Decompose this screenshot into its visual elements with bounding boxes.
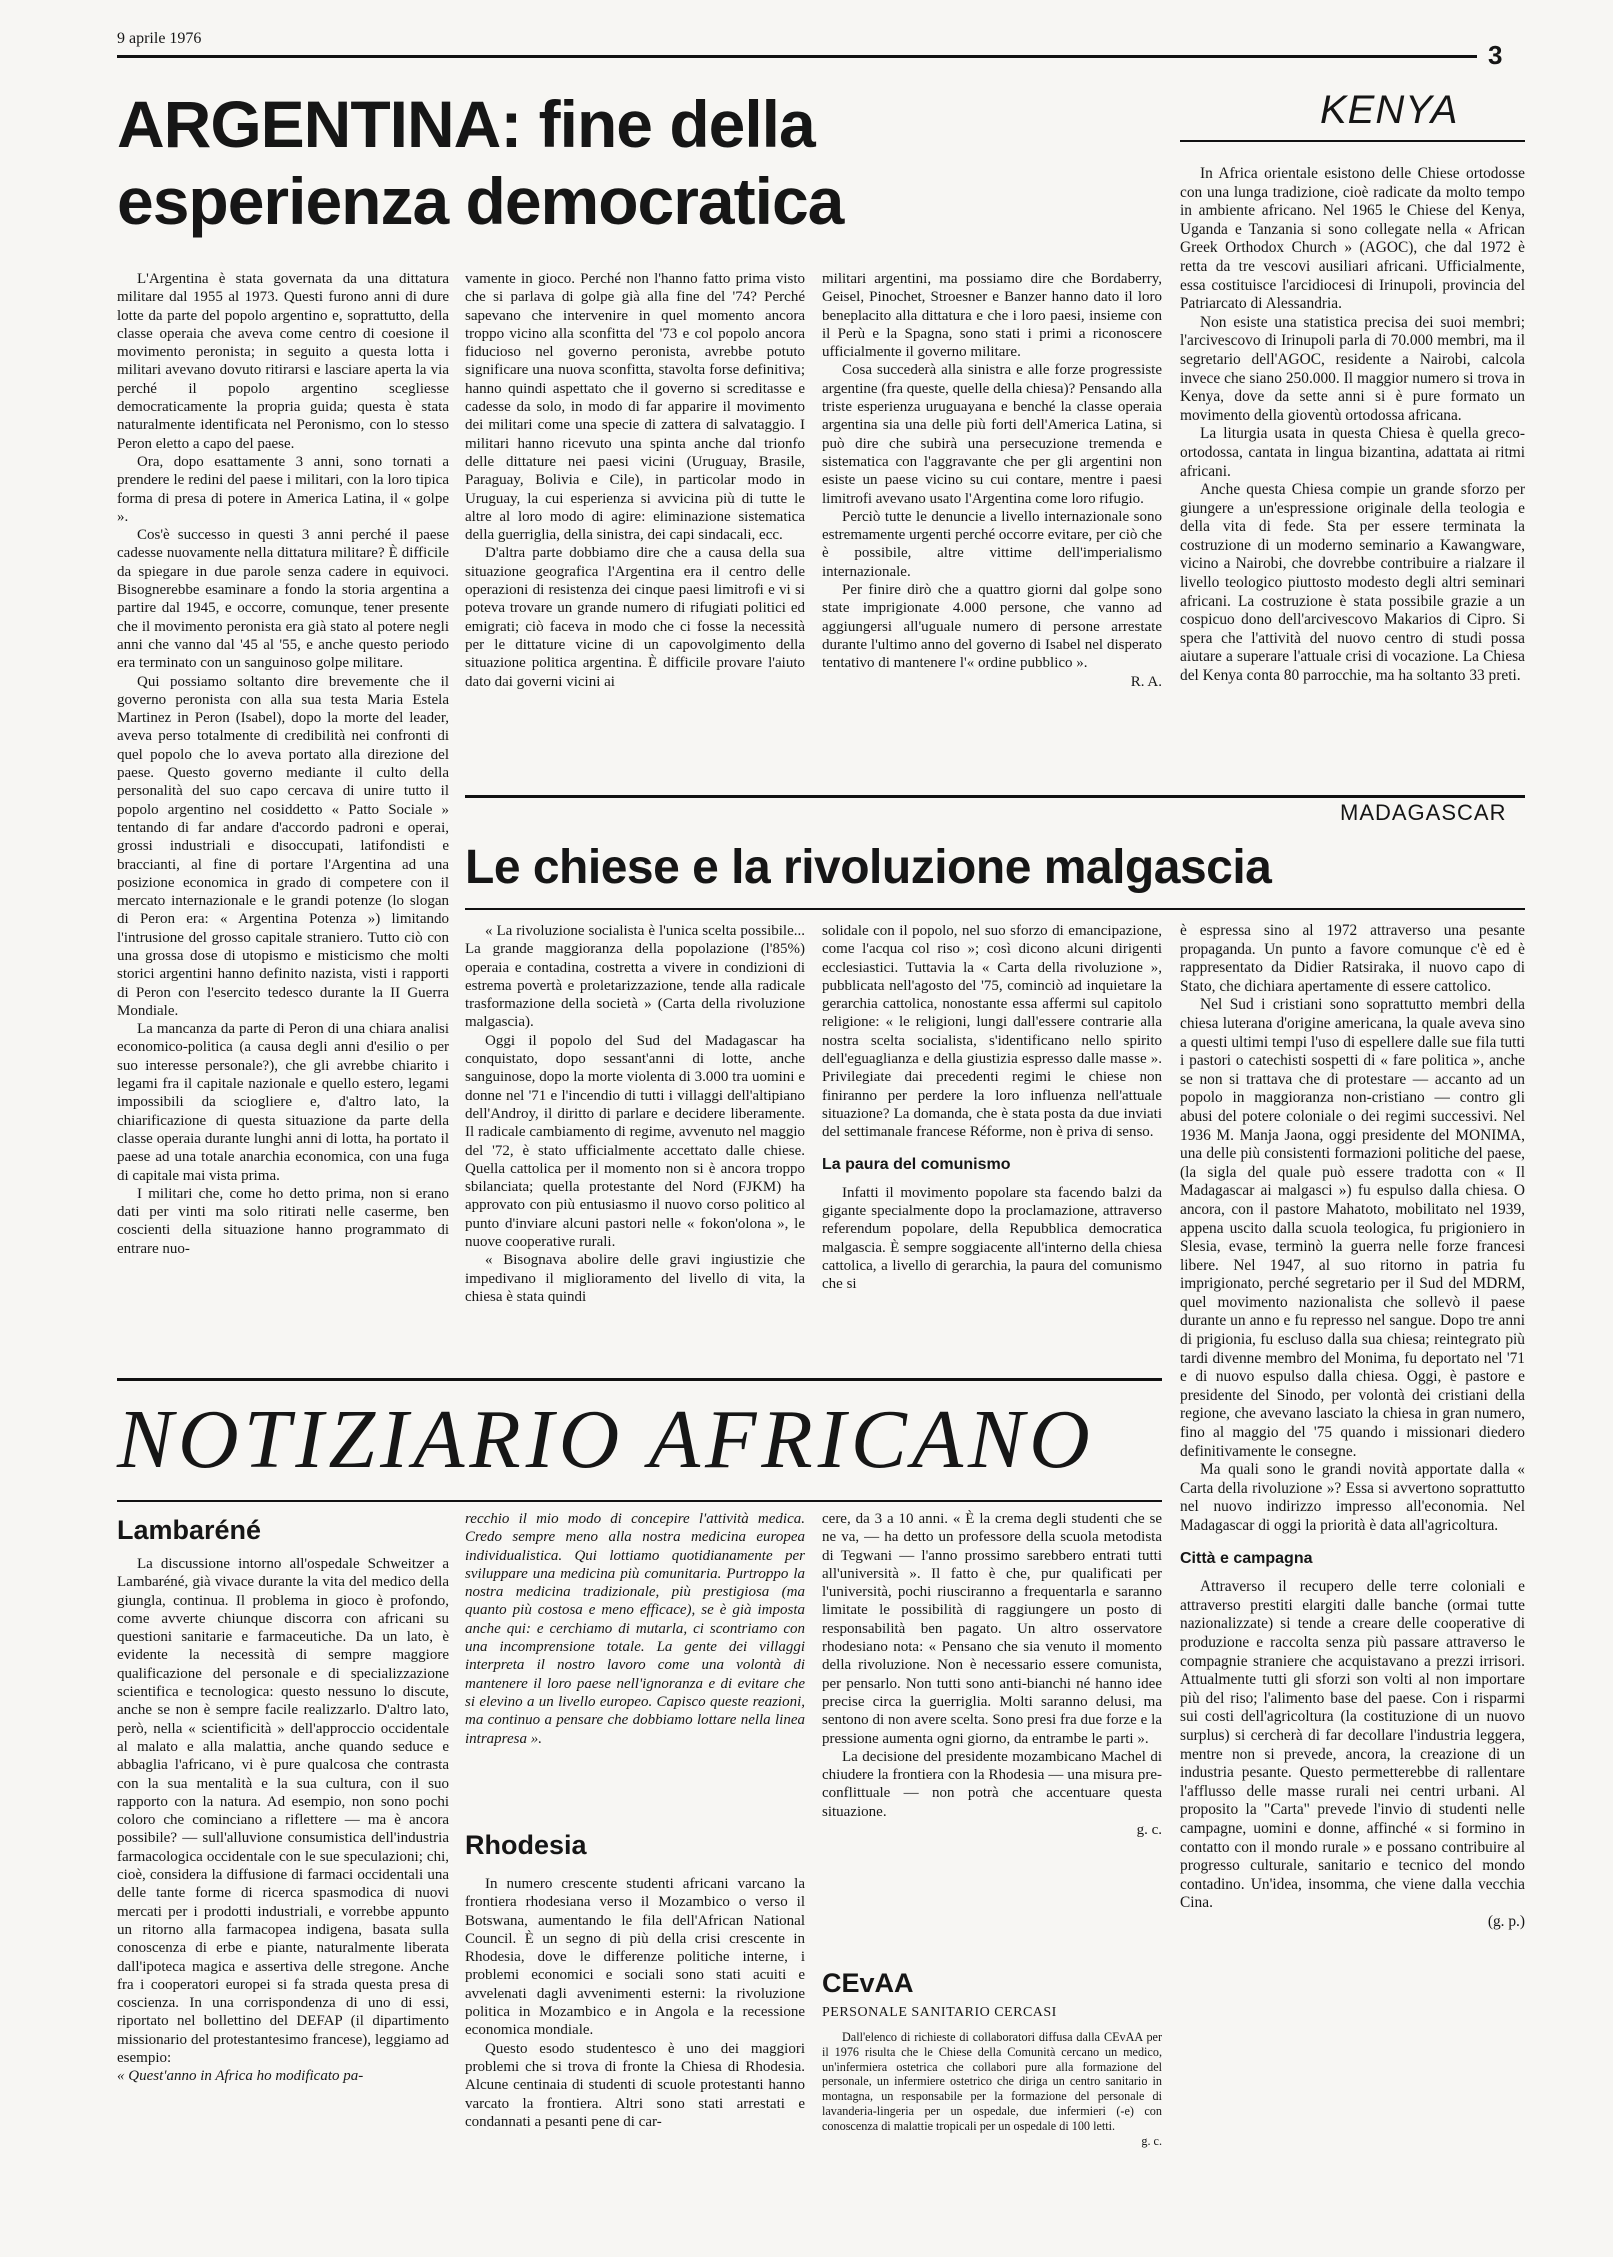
lambarene-column-1 [117, 1555, 449, 2225]
madagascar-paragraph: Ma quali sono le grandi novità apportate dalla « Carta della rivoluzione »? Essa si avvertono soprattutto nel nuovo indirizzo impresso all'economia. Nel Madagascar di oggi la priorità è data all'agricoltura. [1180, 1461, 1525, 1534]
argentina-paragraph: Qui possiamo soltanto dire brevemente che il governo peronista con alla sua testa Maria Estela Martinez in Peron (Isabel), dopo la morte del leader, aveva perso totalmente di credibilità nei confronti di quel popolo che lo aveva portato alla direzione del paese. Questo governo mediante il culto della personalità del suo capo cercava di unire tutto il popolo argentino nel cosiddetto « Patto Sociale » tentando di far andare d'accordo padroni e operai, grossi industriali e disoccupati, latifondisti e braccianti, al fine di portare l'Argentina ad una posizione economica in grado di competere con il mercato internazionale e le grandi potenze (lo slogan di Peron era: « Argentina Potenza ») limitando l'intrusione del grosso capitale straniero. Tutto ciò con una grossa dose di utopismo e misticismo che molti storici argentini hanno definito nazista, visti i rapporti di Peron con l'esercito tedesco durante la II Guerra Mondiale. [117, 673, 449, 1019]
cevaa-paragraph: Dall'elenco di richieste di collaboratori diffusa dalla CEvAA per il 1976 risulta che le Chiese della Comunità cercano un medico, un'infermiera ostetrica che collabori pure alla formazione del personale, un infermiere ostetrico che diriga un centro sanitario in montagna, un responsabile per la formazione del personale di lavanderia-lingeria per un ospedale, due infermieri (-e) con conoscenza di malattie tropicali per un ospedale di 100 letti. [822, 2030, 1162, 2133]
madagascar-headline-rule [465, 908, 1525, 910]
madagascar-paragraph: è espressa sino al 1972 attraverso una pesante propaganda. Un punto a favore comunque c'è ed è rappresentato da Didier Ratsiraka, il nuovo capo di Stato, che dichiara apertamente di essere cattolico. [1180, 922, 1525, 995]
argentina-paragraph: D'altra parte dobbiamo dire che a causa della sua situazione geografica l'Argentina era il centro delle operazioni di resistenza dei cinque paesi limitrofi e vi si poteva trovare un grande numero di rifugiati politici ed emigrati; ciò faceva in modo che ci fosse la necessità per le dittature vicine di un capovolgimento della situazione politica argentina. È difficile provare l'aiuto dato dai governi vicini ai [465, 545, 805, 690]
argentina-paragraph: Perciò tutte le denuncie a livello internazionale sono estremamente urgenti perché occorre evitare, per ciò che è possibile, altre vittime dell'imperialismo internazionale. [822, 508, 1162, 580]
kenya-label-rule [1180, 140, 1525, 142]
kenya-paragraph: La liturgia usata in questa Chiesa è quella greco-ortodossa, cantata in lingua bizantina, adattata ai ritmi africani. [1180, 425, 1525, 480]
rhodesia-title: Rhodesia [465, 1830, 587, 1860]
argentina-paragraph: Ora, dopo esattamente 3 anni, sono tornati a prendere le redini del paese i militari, con la loro tipica forma di presa di potere in America Latina, il « golpe ». [117, 453, 449, 525]
notiziario-bottom-rule [117, 1500, 1162, 1502]
lambarene-title: Lambaréné [117, 1515, 262, 1545]
madagascar-paragraph: Oggi il popolo del Sud del Madagascar ha conquistato, dopo sessant'anni di lotte, anche sanguinose, dopo la morte violenta di 3.000 tra uomini e donne nel '71 e l'incendio di tutti i villaggi dell'altipiano dell'Androy, il diritto di parlare e decidere liberamente. Il radicale cambiamento di regime, avvenuto nel maggio del '72, è stato ufficialmente accettato dalle chiese. Quella cattolica per il momento non si è ancora troppo sbilanciata; quella protestante del Nord (FJKM) ha approvato con più entusiasmo il nuovo corso politico al punto d'inviare alcuni pastori nelle « fokon'olona », le nuove cooperative rurali. [465, 1032, 805, 1251]
cevaa-subtitle: PERSONALE SANITARIO CERCASI [822, 2005, 1057, 2020]
argentina-column-2 [465, 270, 805, 790]
argentina-paragraph: Cosa succederà alla sinistra e alle forze progressiste argentine (fra queste, quelle della chiesa)? Pensando alla triste esperienza uruguayana e benché la classe operaia argentina sia una delle più forti dell'America Latina, si può dire che subirà una persecuzione tremenda e sistematica con l'aggravante che per gli argentini non esiste un paese vicino su cui contare, mentre i paesi limitrofi avevano usato l'Argentina come loro rifugio. [822, 362, 1162, 507]
madagascar-paragraph: solidale con il popolo, nel suo sforzo di emancipazione, come l'acqua col riso »; così dicono alcuni dirigenti ecclesiastici. Tuttavia la « Carta della rivoluzione », pubblicata nell'agosto del '75, cominciò ad inquietare la gerarchia cattolica, nonostante essa affermi sul capitolo religione: « le religioni, lungi dall'essere contrarie alla nostra scelta socialista, s'identificano nello spirito dell'eguaglianza e della giustizia espresso dalle masse ». Privilegiate dai precedenti regimi le chiese non finiranno per perdere la loro influenza nell'attuale situazione? La domanda, che è stata posta da due inviati del settimanale francese Réforme, non è priva di senso. [822, 923, 1162, 1141]
lambarene-paragraph: La discussione intorno all'ospedale Schweitzer a Lambaréné, già vivace durante la vita del medico della giungla, continua. Il problema in gioco è profondo, come avverte chiunque discorra con africani su questioni sanitarie e farmaceutiche. Da un lato, è evidente la necessità di sempre maggiore qualificazione del personale e di specializzazione scientifica e tecnologica: questo nessuno lo discute, anche se non è sempre facile realizzarlo. D'altro lato, però, nella « scientificità » dell'approccio occidentale al malato e alla malattia, anche quando seduce e abbaglia l'africano, vi è pure qualcosa che contrasta con la sua mentalità e la sua cultura, con il suo rapporto con la natura. Ad esempio, non sono pochi coloro che cominciano a riflettere — ma è ancora possibile? — sull'alluvione consumistica dell'industria farmacologica occidentale con le sue speculazioni; chi, cioè, considera la diffusione di farmaci occidentali una delle tante forme di ricerca spasmodica di nuovi mercati per i prodotti industriali, e vorrebbe appunto un ritorno alla farmacopea indigena, basata sulla conoscenza di erbe e piante, naturalmente liberata dall'ipoteca magica e assertiva delle stregone. Anche fra i cooperatori europei si fa strada questa presa di coscienza. In una corrispondenza di uno di essi, riportato nel bollettino del DEFAP (il dipartimento missionario del protestantesimo francese), leggiamo ad esempio: [117, 1556, 449, 2067]
argentina-paragraph: militari argentini, ma possiamo dire che Bordaberry, Geisel, Pinochet, Stroesner e Banzer hanno dato il loro beneplacito alla dittatura e che i loro paesi, insieme con il Perù e la Spagna, sono stati i primi a riconoscere ufficialmente il governo militare. [822, 271, 1162, 361]
argentina-column-3 [822, 270, 1162, 790]
madagascar-headline: Le chiese e la rivoluzione malgascia [465, 841, 1272, 894]
madagascar-paragraph: Infatti il movimento popolare sta facendo balzi da gigante specialmente dopo la proclamazione, attraverso referendum popolare, della Repubblica democratica malgascia. È sempre soggiacente all'interno della chiesa cattolica, a livello di gerarchia, la paura del comunismo che si [822, 1184, 1162, 1293]
madagascar-signature: (g. p.) [1487, 1912, 1525, 1930]
rhodesia-column-1 [465, 1875, 805, 2175]
rhodesia-paragraph: Questo esodo studentesco è uno dei maggiori problemi che si trova di fronte la Chiesa di Rhodesia. Alcune centinaia di studenti di scuole protestanti hanno varcato la frontiera. Altri sono stati arrestati e condannati a pesanti pene di car- [465, 2040, 805, 2130]
rhodesia-paragraph: La decisione del presidente mozambicano Machel di chiudere la frontiera con la Rhodesia — una misura pre-conflittuale — non potrà che accentuare questa situazione. [822, 1748, 1162, 1820]
madagascar-column-2 [822, 922, 1162, 1367]
madagascar-paragraph: « Bisognava abolire delle gravi ingiustizie che impedivano il miglioramento del livello di vita, la chiesa è stata quindi [465, 1252, 805, 1305]
lambarene-column-2 [465, 1510, 805, 1790]
page-number: 3 [1488, 40, 1503, 70]
kenya-paragraph: In Africa orientale esistono delle Chiese ortodosse con una lunga tradizione, cioè radicate da molto tempo in ambiente africano. Nel 1965 le Chiese del Kenya, Uganda e Tanzania si sono collegate nella « African Greek Orthodox Church » (AGOC), che dal 1972 è retta da tre vescovi ausiliari africani. Ufficialmente, essa costituisce l'arcidiocesi di Irinupoli, provincia del Patriarcato di Alessandria. [1180, 165, 1525, 313]
argentina-column-1 [117, 270, 449, 1370]
madagascar-top-rule [465, 795, 1525, 798]
kenya-label: KENYA [1320, 88, 1459, 132]
rhodesia-column-2 [822, 1510, 1162, 1950]
argentina-paragraph: I militari che, come ho detto prima, non si erano dati per vinti ma solo ritirati nelle caserme, ben coscienti della situazione hanno programmato di entrare nuo- [117, 1185, 449, 1257]
argentina-headline-line2: esperienza democratica [117, 164, 844, 238]
argentina-headline-line1: ARGENTINA: fine della [117, 87, 815, 161]
top-rule [117, 55, 1477, 58]
cevaa-signature: g. c. [1141, 2133, 1162, 2148]
notiziario-banner: NOTIZIARIO AFRICANO [117, 1393, 1095, 1486]
lambarene-quote-start: « Quest'anno in Africa ho modificato pa- [117, 2068, 364, 2085]
madagascar-column-1 [465, 922, 805, 1367]
rhodesia-paragraph: cere, da 3 a 10 anni. « È la crema degli studenti che se ne va, — ha detto un professore della scuola metodista di Tegwani — l'anno prossimo sarebbero entrati tutti all'università ». Il fatto è che, pur qualificati per l'università, pochi riusciranno a frequentarla e saranno limitate le possibilità di raggiungere un posto di responsabilità ben pagato. Un altro osservatore rhodesiano nota: « Pensano che sia venuto il momento della rivoluzione. Non è necessario essere comunista, per pensarlo. Non tutti sono anti-bianchi né hanno idee precise circa la guerriglia. Molti saranno delusi, ma sentono di non avere scelta. Sono presi fra due forze e la pressione aumenta ogni giorno, da entrambe le parti ». [822, 1511, 1162, 1747]
kenya-article [1180, 165, 1525, 815]
madagascar-subhead-2: Città e campagna [1180, 1549, 1313, 1567]
rhodesia-signature: g. c. [1136, 1822, 1162, 1839]
madagascar-subhead: La paura del comunismo [822, 1155, 1011, 1173]
argentina-paragraph: La mancanza da parte di Peron di una chiara analisi economico-politica (a causa degli anni d'esilio o per suo interesse personale?), che gli avrebbe chiarito i legami fra il capitale nazionale e quello estero, legami impossibili da sciogliere e, d'altro lato, la chiarificazione di questa situazione da parte della classe operaia durante lunghi anni di lotta, ha portato il paese ad una totale anarchia economica, con una fuga di capitale mai vista prima. [117, 1021, 449, 1184]
notiziario-top-rule [117, 1378, 1162, 1381]
madagascar-column-3 [1180, 922, 1525, 2142]
issue-date: 9 aprile 1976 [117, 30, 202, 47]
argentina-paragraph: Per finire dirò che a quattro giorni dal golpe sono state imprigionate 4.000 persone, che vanno ad aggiungersi all'uguale numero di persone arrestate durante l'ultimo anno del governo di Isabel nel disperato tentativo di mantenere l'« ordine pubblico ». [822, 582, 1162, 672]
rhodesia-paragraph: In numero crescente studenti africani varcano la frontiera rhodesiana verso il Mozambico o verso il Botswana, aumentando le fila dell'African National Council. È un segno di più della crisi crescente in Rhodesia, dove le differenze politiche interne, i problemi economici e sociali sono stati acuiti e avvelenati dagli avvenimenti esterni: la rivoluzione politica in Mozambico e in Angola e la recessione economica mondiale. [465, 1876, 805, 2039]
madagascar-label: MADAGASCAR [1340, 800, 1507, 825]
madagascar-paragraph: « La rivoluzione socialista è l'unica scelta possibile... La grande maggioranza della popolazione (l'85%) operaia e contadina, costretta a vivere in condizioni di estrema povertà e proletarizzazione, tende alla radicale trasformazione della società » (Carta della rivoluzione malgascia). [465, 923, 805, 1031]
argentina-paragraph: vamente in gioco. Perché non l'hanno fatto prima visto che si parlava di golpe già alla fine del '74? Perché sapevano che intervenire in quel momento ancora troppo vicino alla sconfitta del '73 e col popolo ancora fiducioso nel governo peronista, avrebbe potuto significare una nuova sconfitta, stavolta forse definitiva; hanno quindi aspettato che il governo si screditasse e cadesse da solo, in modo di far apparire il movimento dei militari come una specie di zattera di salvataggio. I militari hanno ricevuto una spinta anche dal trionfo delle dittature nei paesi vicini (Uruguay, Brasile, Paraguay, Bolivia e Cile), in particolar modo in Uruguay, la cui esperienza si avvicina più di tutte le altre al loro modo di agire: eliminazione sistematica della guerriglia, della sinistra, dei capi sindacali, ecc. [465, 271, 805, 544]
kenya-paragraph: Anche questa Chiesa compie un grande sforzo per giungere a un'espressione originale della teologia e della vita di fede. Sta per essere terminata la costruzione di un moderno seminario a Kawangware, vicino a Nairobi, che dovrebbe contribuire a rialzare il livello teologico piuttosto modesto degli altri seminari africani. La costruzione è stata possibile grazie a un cospicuo dono dell'arcivescovo Makarios di Cipro. Si spera che l'attività del nuovo centro di studi possa aiutare a superare l'attuale crisi di vocazione. La Chiesa del Kenya conta 80 parrocchie, ma ha soltanto 33 preti. [1180, 481, 1525, 685]
madagascar-paragraph: Nel Sud i cristiani sono soprattutto membri della chiesa luterana d'origine americana, la quale aveva sino a questi ultimi tempi l'uso di espellere dalle sue fila tutti i pastori o catechisti sospetti di « fare politica », anche se non si trattava che di protestare — accanto ad un popolo in maggioranza non-cristiano — contro gli abusi del potere coloniale o dei regimi successivi. Nel 1936 M. Manja Jaona, oggi presidente del MONIMA, una delle più consistenti formazioni politiche del paese, (la sigla del quale può essere tradotta con « Il Madagascar ai malgasci ») fu espulso dalla chiesa. O ancora, con il pastore Mahatoto, mobilitato nel 1939, appena uscito dalla scuola teologica, fu prigioniero in Slesia, evase, terminò la guerra nelle forze francesi libere. Nel 1947, al suo ritorno in patria fu imprigionato, perché segretario per il Sud del MDRM, quel movimento nazionalista che sollevò il paese durante un anno e fu represso nel sangue. Dopo tre anni di prigionia, fu escluso dalla sua chiesa; reintegrato più tardi divenne membro del Monima, fu deportato nel '71 e di nuovo espulso dalla chiesa. Oggi, è pastore e presidente del Sinodo, per volontà dei cristiani della regione, che avevano lasciato la chiesa in gran numero, fino al maggio del '75 quando i missionari diedero definitivamente le consegne. [1180, 996, 1525, 1460]
argentina-paragraph: L'Argentina è stata governata da una dittatura militare dal 1955 al 1973. Questi furono anni di dure lotte da parte del popolo argentino e, soprattutto, della classe operaia che aveva come centro di coesione il movimento peronista; in seguito a questa lotta i militari avevano dovuto ritirarsi e lasciare aperta la via perché il popolo argentino scegliesse democraticamente la propria guida; questa è stata naturalmente identificata nel Peronismo, con lo stesso Peron eletto a capo del paese. [117, 271, 449, 452]
madagascar-paragraph: Attraverso il recupero delle terre coloniali e attraverso prestiti elargiti dalle banche (ormai tutte nazionalizzate) si tende a creare delle cooperative di produzione e raccolta senza più passare attraverso le compagnie straniere che acquistavano a prezzi irrisori. Attualmente tutti gli sforzi son volti al non importare più del riso; l'alimento base del paese. Con i risparmi sui costi dell'agricoltura (la costituzione di un nuovo surplus) si cercherà di far decollare l'industria leggera, mentre non si prevede, ancora, la creazione di un industria pesante. Questo permetterebbe di rallentare l'afflusso delle masse rurali nei centri urbani. Al proposito la "Carta" prevede l'invio di studenti nelle campagne, uomini e donne, affinché « si formino in contatto con il mondo rurale » e possano contribuire al progresso culturale, sanitario e tecnico del mondo contadino. Un'idea, insomma, che viene dalla vecchia Cina. [1180, 1578, 1525, 1912]
cevaa-title: CEvAA [822, 1968, 914, 1998]
lambarene-quote: recchio il mio modo di concepire l'attività medica. Credo sempre meno alla nostra medicina europea individualistica. Qui lottiamo quotidianamente per sviluppare una medicina più comunitaria. Purtroppo la nostra medicina tradizionale, più prestigiosa (ma quanto più costosa e meno efficace), se è già imposta anche qui: e cerchiamo di mutarla, ci scontriamo con una incomprensione totale. La gente dei villaggi interpreta il nostro lavoro come una volontà di mantenere il loro paese nell'ignoranza e di evitare che si elevino a un livello europeo. Capisco queste reazioni, ma continuo a pensare che dobbiamo lottare nella linea intrapresa ». [465, 1511, 805, 1747]
cevaa-box [822, 2030, 1162, 2180]
kenya-paragraph: Non esiste una statistica precisa dei suoi membri; l'arcivescovo di Irinupoli parla di 70.000 membri, ma il segretario dell'AGOC, residente a Nairobi, calcola invece che siano 250.000. Il maggior numero si trova in Kenya, dove da sette anni si è pure formato un movimento della gioventù ortodossa africana. [1180, 313, 1525, 424]
argentina-paragraph: Cos'è successo in questi 3 anni perché il paese cadesse nuovamente nella dittatura militare? È difficile da spiegare in due parole senza cadere in equivoci. Bisognerebbe esaminare a fondo la storia argentina a partire dal 1945, e occorre, comunque, tener presente che il movimento peronista era già stato al potere negli anni che vanno dal '45 al '55, e anche questo periodo era terminato con un sanguinoso golpe militare. [117, 527, 449, 672]
argentina-signature: R. A. [1130, 673, 1162, 690]
